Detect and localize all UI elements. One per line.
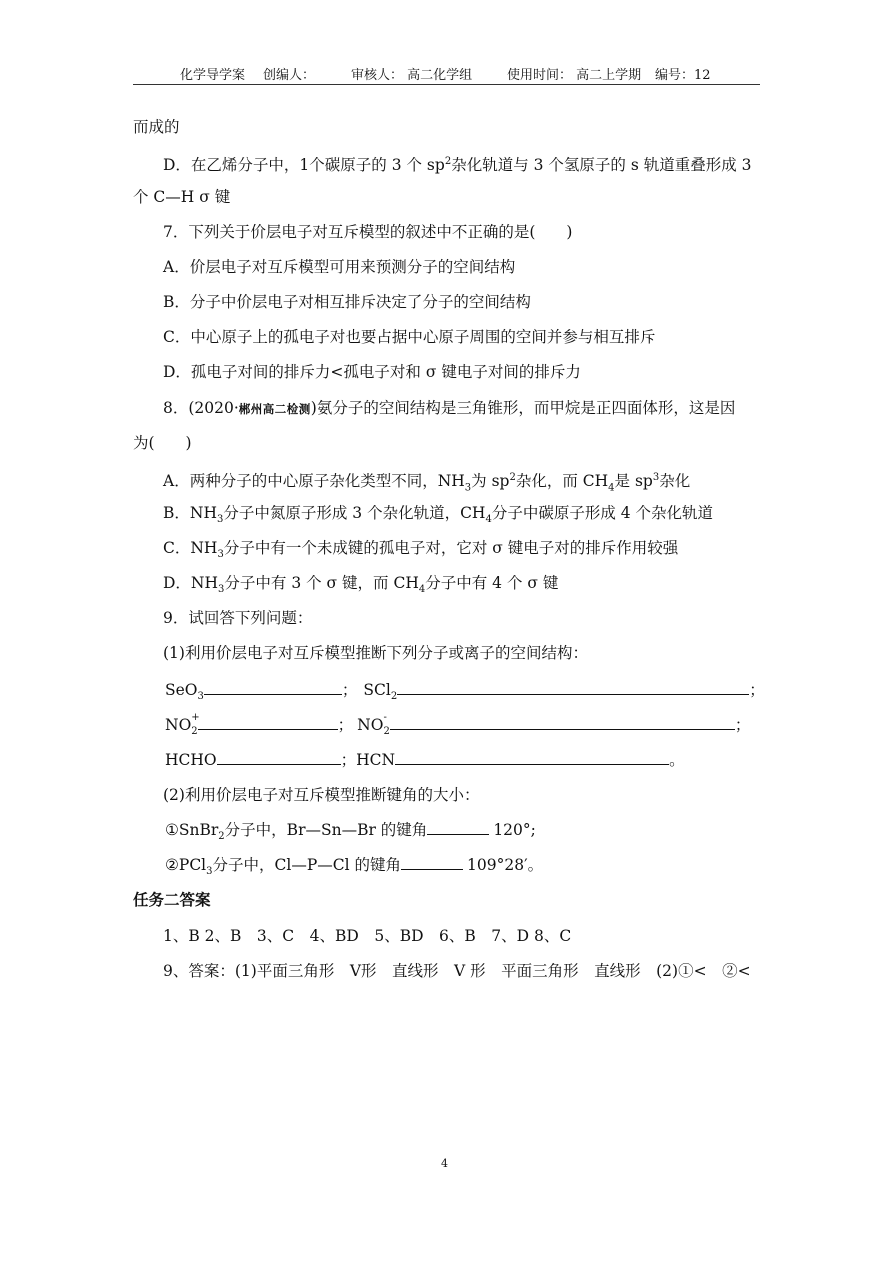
q8-option-d: D．$NH_3$分子中有 3 个 σ 键，而 $CH_4$分子中有 4 个 σ 键 [163,574,559,596]
q9-pcl3: ②PCl$_3$分子中，Cl—P—Cl 的键角 109°28′。 [165,856,544,878]
answers-title: 任务二答案 [133,890,211,909]
q8-option-c: C．$NH_3$分子中有一个未成键的孤电子对，它对 σ 键电子对的排斥作用较强 [163,539,679,561]
q9-row-seo3-scl2: SeO$_3$ ； SCl$_2$ ； [165,681,765,703]
q7-option-d: D．孤电子对间的排斥力<孤电子对和 σ 键电子对间的排斥力 [163,363,581,381]
answer-blank-seo3[interactable] [204,680,342,695]
q9-row-no2: $NO_2$ + ； $NO_2$ - ； [165,712,751,738]
answer-blank-no2-anion[interactable] [390,715,735,730]
q6-option-d-line2: 个 C—H σ 键 [133,188,231,206]
q8-stem-cont: 为( ) [133,434,192,452]
header-serial: 编号：12 [655,68,711,83]
q9-part2: (2)利用价层电子对互斥模型推断键角的大小： [163,786,480,804]
q9-part1: (1)利用价层电子对互斥模型推断下列分子或离子的空间结构： [163,644,588,662]
answer-blank-hcho[interactable] [217,750,341,765]
q7-option-c: C．中心原子上的孤电子对也要占据中心原子周围的空间并参与相互排斥 [163,328,656,346]
answer-blank-no2-cation[interactable] [198,715,338,730]
header-reviewer: 审核人： 高二化学组 [351,68,473,83]
q8-option-b: B．$NH_3$分子中氮原子形成 3 个杂化轨道，$CH_4$分子中碳原子形成 4 个杂化轨道 [163,504,714,526]
q9-row-hcho-hcn: HCHO ；HCN 。 [165,751,685,769]
q6-option-d-line1: D．在乙烯分子中，1个碳原子的 3 个 $sp^2$杂化轨道与 3 个氢原子的 s 轨道重叠形成 3 [163,156,752,175]
q7-option-b: B．分子中价层电子对相互排斥决定了分子的空间结构 [163,293,531,311]
q9-snbr2: ①SnBr$_2$分子中，Br—Sn—Br 的键角 120°; [165,821,536,843]
answer-blank-pcl3-angle[interactable] [401,855,463,870]
answer-blank-scl2[interactable] [397,680,749,695]
q9-stem: 9．试回答下列问题： [163,609,313,627]
q8-stem: 8．(2020·郴州高二检测)氨分子的空间结构是三角锥形，而甲烷是正四面体形，这是因 [163,399,736,417]
page-header [133,62,760,85]
answers-line1: 1、B 2、B 3、C 4、BD 5、BD 6、B 7、D 8、C [163,927,572,945]
header-doc-type: 化学导学案 [180,68,246,83]
header-usage-time: 使用时间： 高二上学期 [507,68,642,83]
page-number: 4 [441,1157,448,1170]
header-author: 创编人： [263,68,316,83]
q7-stem: 7．下列关于价层电子对互斥模型的叙述中不正确的是( ) [163,223,573,241]
answer-blank-snbr2-angle[interactable] [427,820,489,835]
q8-option-a: A．两种分子的中心原子杂化类型不同，$NH_3$为 $sp^2$杂化，而 $CH_4$是 $sp^3$杂化 [163,472,691,494]
answers-line2: 9、答案：(1)平面三角形 V形 直线形 V 形 平面三角形 直线形 (2)①< ②< [163,962,751,980]
q8-source: 郴州高二检测 [238,402,311,416]
answer-blank-hcn[interactable] [395,750,669,765]
q7-option-a: A．价层电子对互斥模型可用来预测分子的空间结构 [163,258,516,276]
q6-continuation: 而成的 [133,118,180,136]
